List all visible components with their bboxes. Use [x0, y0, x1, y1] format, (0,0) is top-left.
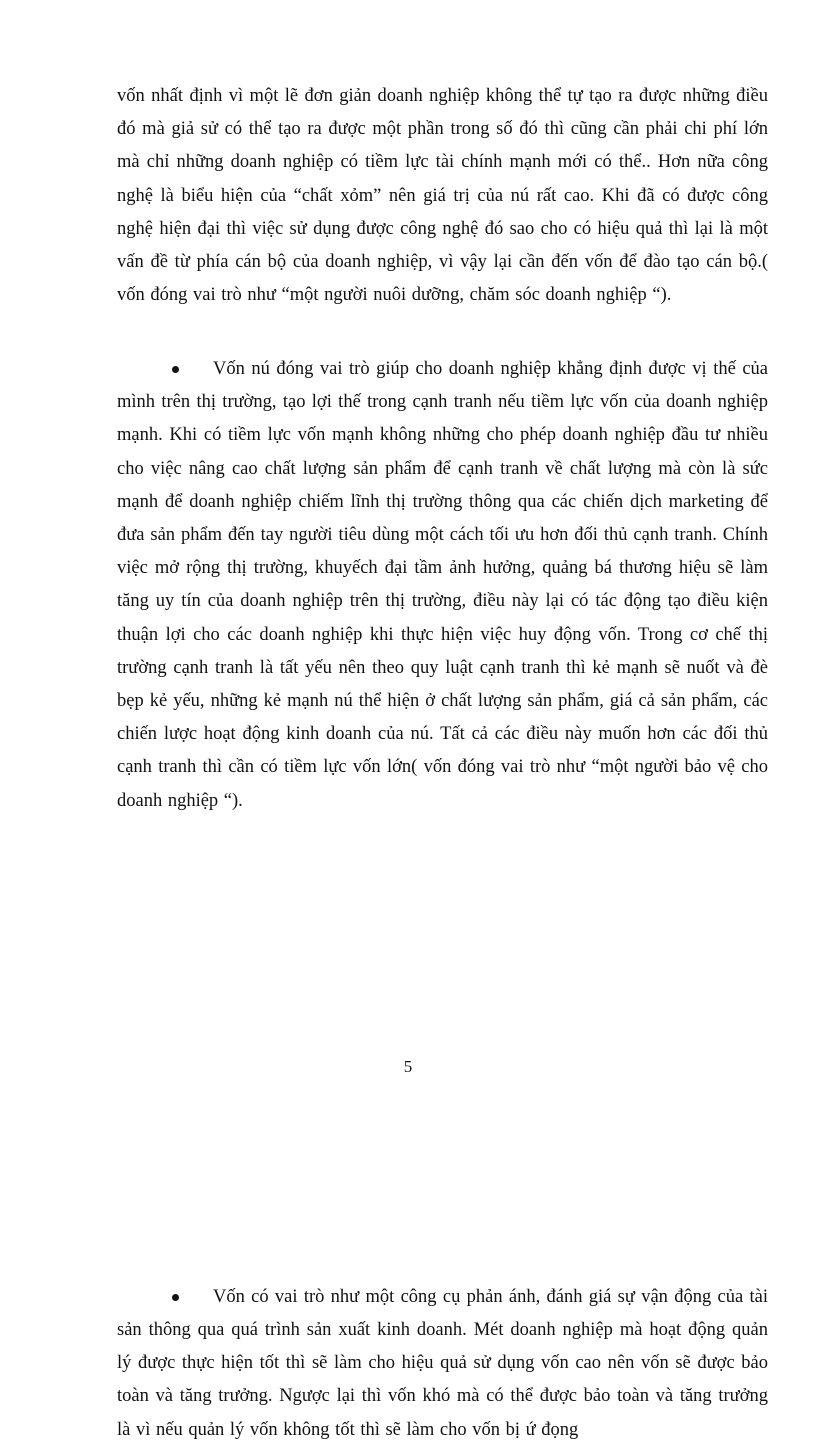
paragraph-continuation: vốn nhất định vì một lẽ đơn giản doanh nghiệp không thể tự tạo ra được những điều đó mà giả sử có thể tạo ra được một phần trong số đó thì cũng cần phải chi phí lớn mà chỉ những doanh nghiệp có tiềm lực tài chính mạnh mới có thể.. Hơn nữa công nghệ là biểu hiện của “chất xỏm” nên giá trị của nú rất cao. Khi đã có được công nghệ hiện đại thì việc sử dụng được công nghệ đó sao cho có hiệu quả thì lại là một vấn đề từ phía cán bộ của doanh nghiệp, vì vậy lại cần đến vốn để đào tạo cán bộ.( vốn đóng vai trò như “một người nuôi dưỡng, chăm sóc doanh nghiệp “). [117, 86, 768, 306]
bullet-paragraph-text: Vốn nú đóng vai trò giúp cho doanh nghiệp khẳng định được vị thế của mình trên thị trường, tạo lợi thế trong cạnh tranh nếu tiềm lực vốn của doanh nghiệp mạnh. Khi có tiềm lực vốn mạnh không những cho phép doanh nghiệp đầu tư nhiều cho việc nâng cao chất lượng sản phẩm để cạnh tranh về chất lượng mà còn là sức mạnh để doanh nghiệp chiếm lĩnh thị trường thông qua các chiến dịch marketing để đưa sản phẩm đến tay người tiêu dùng một cách tối ưu hơn đối thủ cạnh tranh. Chính việc mở rộng thị trường, khuyếch đại tầm ảnh hưởng, quảng bá thương hiệu sẽ làm tăng uy tín của doanh nghiệp trên thị trường, điều này lại có tác động tạo điều kiện thuận lợi cho các doanh nghiệp khi thực hiện việc huy động vốn. Trong cơ chế thị trường cạnh tranh là tất yếu nên theo quy luật cạnh tranh thì kẻ mạnh sẽ nuốt và đè bẹp kẻ yếu, những kẻ mạnh nú thể hiện ở chất lượng sản phẩm, giá cả sản phẩm, các chiến lược hoạt động kinh doanh của nú. Tất cả các điều này muốn hơn các đối thủ cạnh tranh thì cần có tiềm lực vốn lớn( vốn đóng vai trò như “một người bảo vệ cho doanh nghiệp “). [117, 359, 768, 811]
bullet-paragraph-text: Vốn có vai trò như một công cụ phản ánh, đánh giá sự vận động của tài sản thông qua quá trình sản xuất kinh doanh. Mét doanh nghiệp mà hoạt động quản lý được thực hiện tốt thì sẽ làm cho hiệu quả sử dụng vốn cao nên vốn sẽ được bảo toàn và tăng trưởng. Ngược lại thì vốn khó mà có thể được bảo toàn và tăng trưởng là vì nếu quản lý vốn không tốt thì sẽ làm cho vốn bị ứ đọng [117, 1286, 768, 1440]
bullet-paragraph-asset-reflection [117, 1281, 768, 1447]
bullet-paragraph-market-position [117, 353, 768, 818]
bullet-icon [172, 366, 179, 373]
page-number: 5 [403, 1057, 413, 1076]
bullet-icon [172, 1294, 179, 1301]
